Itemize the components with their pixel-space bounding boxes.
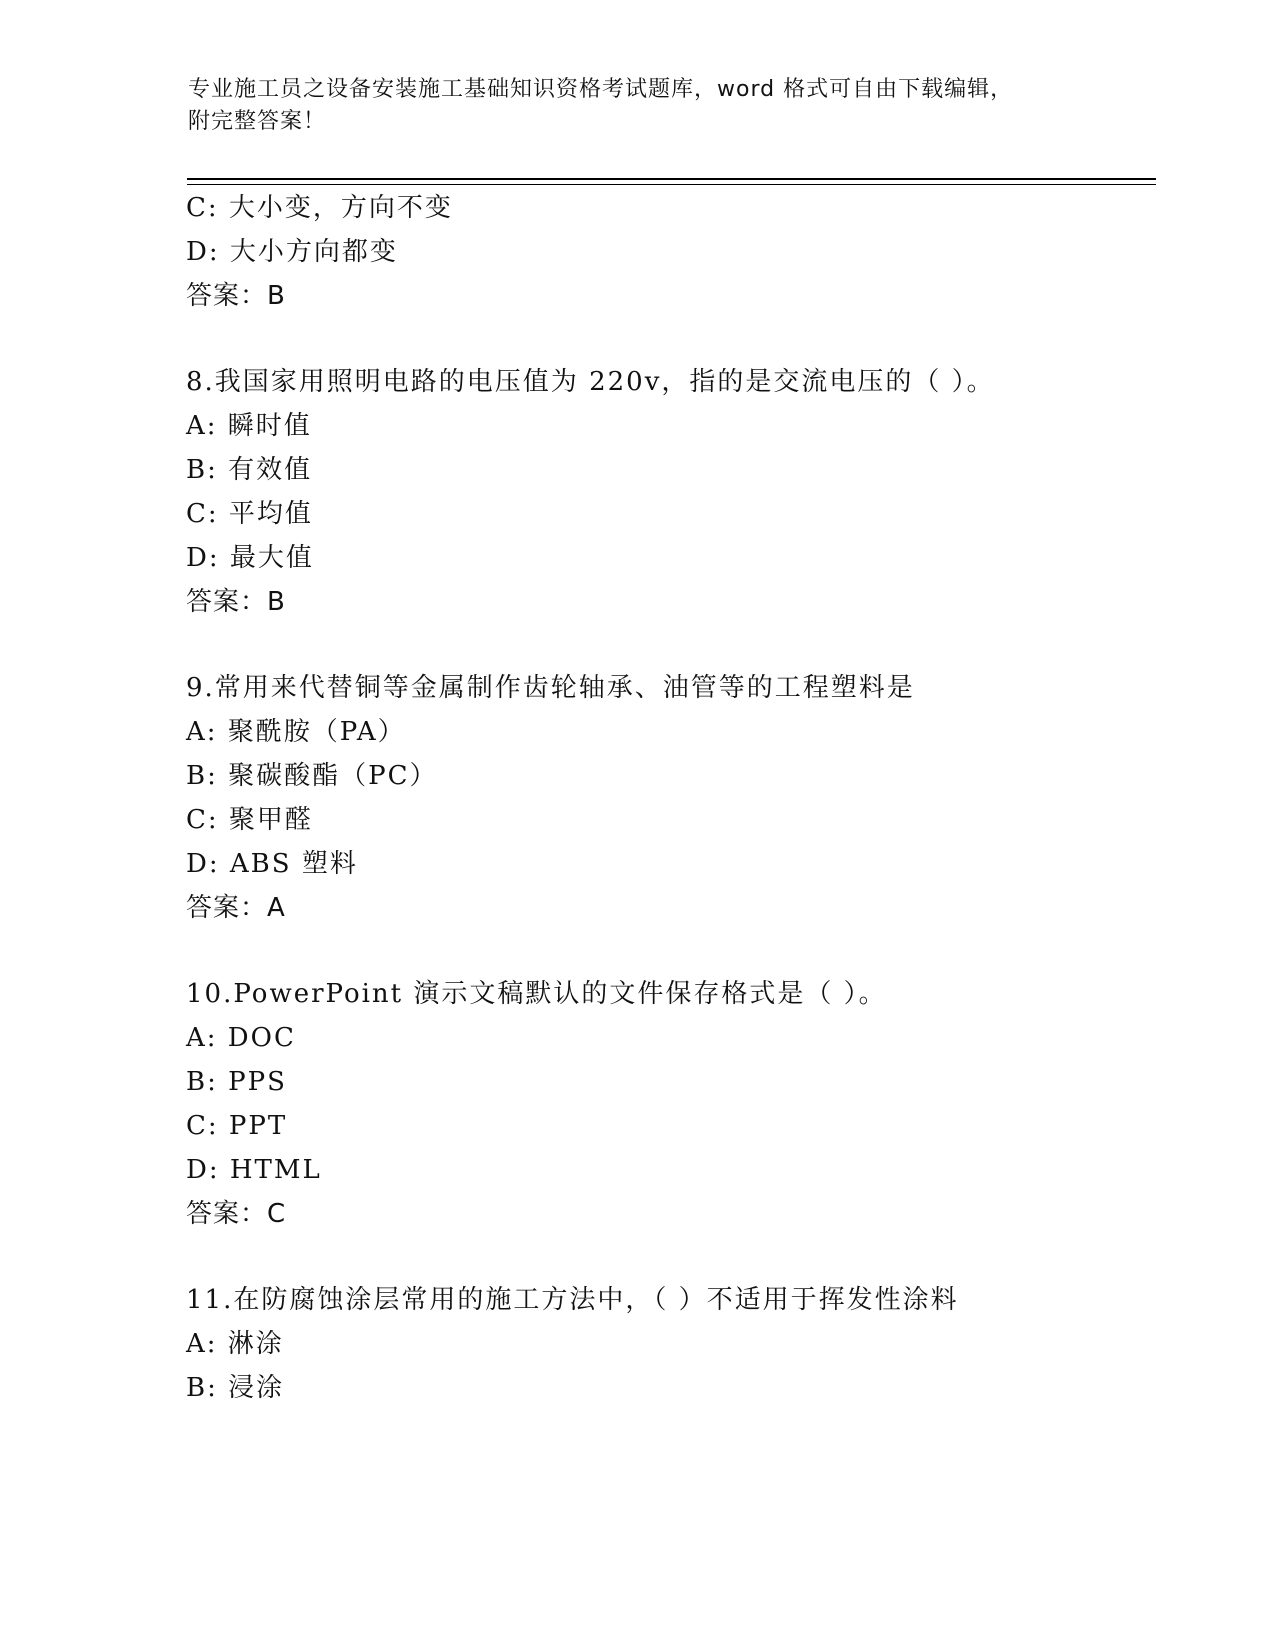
header-divider xyxy=(187,178,1156,185)
header-line-1: 专业施工员之设备安装施工基础知识资格考试题库，word 格式可自由下载编辑， xyxy=(188,77,1014,102)
header-line-2: 附完整答案！ xyxy=(188,109,327,134)
page-header xyxy=(188,74,1088,138)
option-b: B: 有效值 xyxy=(186,455,313,485)
option-b: B: 聚碳酸酯（PC） xyxy=(186,761,438,791)
option-b: B: 浸涂 xyxy=(186,1373,285,1403)
option-c: C: 大小变，方向不变 xyxy=(186,193,453,223)
option-c: C: PPT xyxy=(186,1111,288,1141)
option-b: B: PPS xyxy=(186,1067,287,1097)
question-8: 8.我国家用照明电路的电压值为 220v，指的是交流电压的（ ）。 xyxy=(186,367,995,397)
answer: 答案：B xyxy=(186,587,286,617)
option-c: C: 聚甲醛 xyxy=(186,805,313,835)
answer: 答案：A xyxy=(186,893,286,923)
option-a: A: DOC xyxy=(186,1023,296,1053)
question-11: 11.在防腐蚀涂层常用的施工方法中，（ ）不适用于挥发性涂料 xyxy=(186,1285,959,1315)
option-d: D: HTML xyxy=(186,1155,322,1185)
option-d: D: ABS 塑料 xyxy=(186,849,358,879)
option-c: C: 平均值 xyxy=(186,499,313,529)
option-a: A: 聚酰胺（PA） xyxy=(186,717,406,747)
option-a: A: 淋涂 xyxy=(186,1329,284,1359)
option-d: D: 大小方向都变 xyxy=(186,237,398,267)
option-d: D: 最大值 xyxy=(186,543,314,573)
answer: 答案：B xyxy=(186,281,286,311)
option-a: A: 瞬时值 xyxy=(186,411,312,441)
question-9: 9.常用来代替铜等金属制作齿轮轴承、油管等的工程塑料是 xyxy=(186,673,915,703)
answer: 答案：C xyxy=(186,1199,287,1229)
question-10: 10.PowerPoint 演示文稿默认的文件保存格式是（ ）。 xyxy=(186,979,887,1009)
